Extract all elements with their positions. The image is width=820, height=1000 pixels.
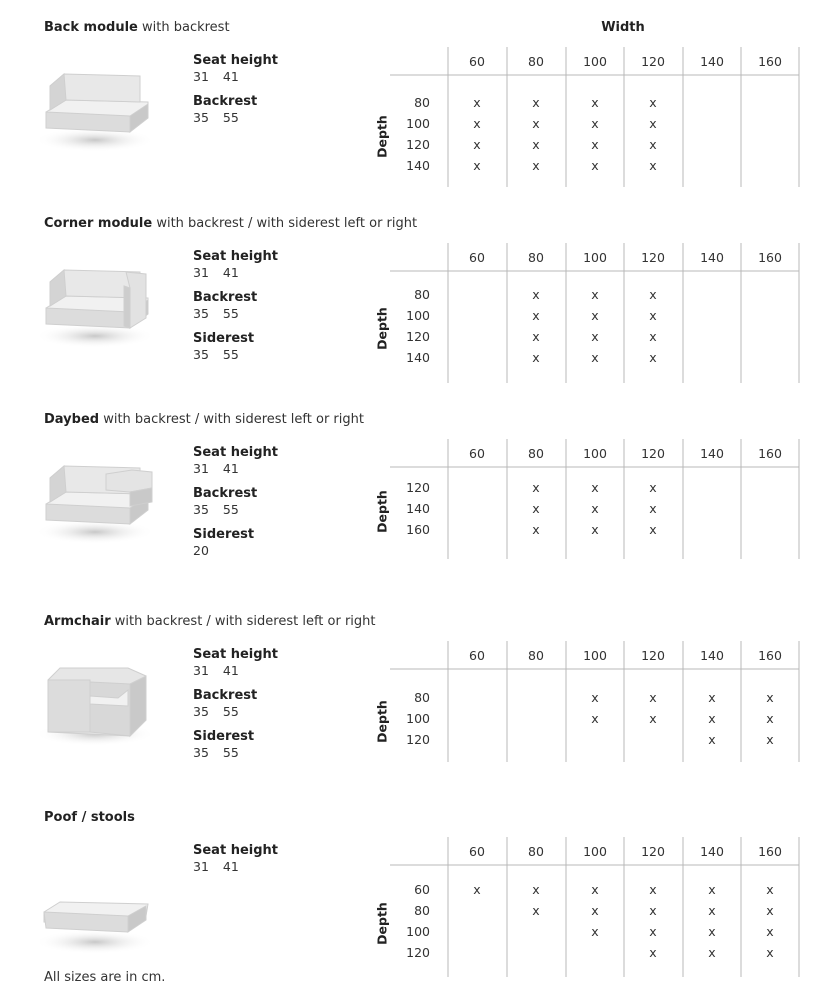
spec-label: Seat height <box>193 249 278 264</box>
availability-mark: x <box>708 690 716 705</box>
depth-row-label: 80 <box>414 287 430 302</box>
width-column-header: 120 <box>641 844 665 859</box>
availability-mark: x <box>532 882 540 897</box>
availability-mark: x <box>532 522 540 537</box>
availability-mark: x <box>649 480 657 495</box>
width-column-header: 80 <box>528 250 544 265</box>
spec-values: 35 55 <box>193 704 239 719</box>
depth-row-label: 80 <box>414 690 430 705</box>
width-column-header: 60 <box>469 54 485 69</box>
depth-axis-label: Depth <box>374 489 390 533</box>
spec-label: Backrest <box>193 290 258 305</box>
width-column-header: 140 <box>700 844 724 859</box>
width-column-header: 100 <box>583 250 607 265</box>
availability-mark: x <box>591 924 599 939</box>
spec-label: Backrest <box>193 688 258 703</box>
footer-note: All sizes are in cm. <box>44 970 166 985</box>
availability-mark: x <box>649 308 657 323</box>
module-name: Daybed <box>44 412 100 427</box>
availability-mark: x <box>649 690 657 705</box>
spec-values: 31 41 <box>193 69 239 84</box>
availability-mark: x <box>591 158 599 173</box>
availability-mark: x <box>532 501 540 516</box>
availability-mark: x <box>649 137 657 152</box>
width-column-header: 120 <box>641 648 665 663</box>
module-name: Back module <box>44 20 138 35</box>
width-column-header: 120 <box>641 54 665 69</box>
depth-axis-label: Depth <box>374 307 390 350</box>
spec-label: Backrest <box>193 94 258 109</box>
depth-row-label: 140 <box>406 501 430 516</box>
availability-mark: x <box>766 690 774 705</box>
width-column-header: 80 <box>528 54 544 69</box>
depth-row-label: 120 <box>406 945 430 960</box>
availability-mark: x <box>649 287 657 302</box>
availability-mark: x <box>649 95 657 110</box>
availability-mark: x <box>708 711 716 726</box>
depth-row-label: 100 <box>406 116 430 131</box>
availability-mark: x <box>766 711 774 726</box>
module-name: Poof / stools <box>44 810 135 825</box>
availability-mark: x <box>591 903 599 918</box>
width-column-header: 100 <box>583 446 607 461</box>
availability-mark: x <box>649 903 657 918</box>
spec-values: 35 55 <box>193 502 239 517</box>
availability-mark: x <box>708 903 716 918</box>
availability-mark: x <box>649 329 657 344</box>
availability-mark: x <box>473 158 481 173</box>
availability-mark: x <box>591 308 599 323</box>
availability-mark: x <box>473 95 481 110</box>
availability-mark: x <box>532 308 540 323</box>
availability-mark: x <box>591 137 599 152</box>
availability-mark: x <box>766 732 774 747</box>
width-column-header: 60 <box>469 446 485 461</box>
availability-mark: x <box>532 137 540 152</box>
width-header: Width <box>601 20 645 35</box>
availability-mark: x <box>591 350 599 365</box>
spec-label: Backrest <box>193 486 258 501</box>
width-column-header: 60 <box>469 648 485 663</box>
availability-mark: x <box>473 116 481 131</box>
spec-values: 31 41 <box>193 265 239 280</box>
availability-mark: x <box>591 329 599 344</box>
availability-mark: x <box>532 158 540 173</box>
depth-row-label: 80 <box>414 95 430 110</box>
availability-mark: x <box>473 137 481 152</box>
spec-label: Siderest <box>193 729 255 744</box>
availability-mark: x <box>708 732 716 747</box>
availability-mark: x <box>532 480 540 495</box>
depth-row-label: 120 <box>406 732 430 747</box>
width-column-header: 60 <box>469 844 485 859</box>
width-column-header: 160 <box>758 446 782 461</box>
module-subtitle: with backrest <box>137 20 230 35</box>
spec-values: 35 55 <box>193 110 239 125</box>
availability-mark: x <box>591 522 599 537</box>
spec-values: 20 <box>193 543 209 558</box>
availability-mark: x <box>649 882 657 897</box>
depth-row-label: 140 <box>406 158 430 173</box>
module-section <box>0 614 820 804</box>
depth-row-label: 160 <box>406 522 430 537</box>
depth-row-label: 120 <box>406 137 430 152</box>
width-column-header: 140 <box>700 250 724 265</box>
depth-row-label: 120 <box>406 480 430 495</box>
depth-row-label: 120 <box>406 329 430 344</box>
availability-mark: x <box>591 480 599 495</box>
availability-mark: x <box>591 116 599 131</box>
spec-values: 35 55 <box>193 306 239 321</box>
module-name: Armchair <box>44 614 111 629</box>
depth-axis-label: Depth <box>374 699 390 743</box>
spec-label: Seat height <box>193 445 278 460</box>
spec-values: 31 41 <box>193 461 239 476</box>
availability-mark: x <box>708 882 716 897</box>
width-column-header: 160 <box>758 54 782 69</box>
availability-mark: x <box>591 501 599 516</box>
depth-row-label: 60 <box>414 882 430 897</box>
module-section <box>0 412 820 602</box>
availability-mark: x <box>766 924 774 939</box>
depth-row-label: 100 <box>406 711 430 726</box>
availability-mark: x <box>591 95 599 110</box>
availability-mark: x <box>591 711 599 726</box>
depth-row-label: 100 <box>406 924 430 939</box>
width-column-header: 160 <box>758 250 782 265</box>
availability-mark: x <box>708 924 716 939</box>
width-column-header: 160 <box>758 844 782 859</box>
spec-label: Seat height <box>193 843 278 858</box>
availability-mark: x <box>649 522 657 537</box>
width-column-header: 140 <box>700 446 724 461</box>
availability-mark: x <box>649 501 657 516</box>
depth-row-label: 140 <box>406 350 430 365</box>
availability-mark: x <box>649 711 657 726</box>
spec-values: 35 55 <box>193 745 239 760</box>
availability-mark: x <box>532 903 540 918</box>
depth-row-label: 80 <box>414 903 430 918</box>
width-column-header: 100 <box>583 54 607 69</box>
module-section <box>0 20 820 210</box>
availability-mark: x <box>532 95 540 110</box>
depth-axis-label: Depth <box>374 902 390 945</box>
spec-values: 31 41 <box>193 859 239 874</box>
width-column-header: 100 <box>583 844 607 859</box>
spec-values: 35 55 <box>193 347 239 362</box>
availability-mark: x <box>649 924 657 939</box>
availability-mark: x <box>591 287 599 302</box>
spec-label: Siderest <box>193 331 255 346</box>
width-column-header: 60 <box>469 250 485 265</box>
availability-mark: x <box>708 945 716 960</box>
depth-axis-label: Depth <box>374 115 390 158</box>
width-column-header: 80 <box>528 844 544 859</box>
module-name: Corner module <box>44 216 153 231</box>
module-section <box>0 216 820 406</box>
module-subtitle: with backrest / with siderest left or right <box>152 216 418 231</box>
availability-mark: x <box>649 116 657 131</box>
width-column-header: 140 <box>700 648 724 663</box>
spec-label: Seat height <box>193 647 278 662</box>
width-column-header: 80 <box>528 648 544 663</box>
width-column-header: 160 <box>758 648 782 663</box>
availability-mark: x <box>649 158 657 173</box>
availability-mark: x <box>532 329 540 344</box>
width-column-header: 140 <box>700 54 724 69</box>
availability-mark: x <box>649 945 657 960</box>
spec-label: Siderest <box>193 527 255 542</box>
availability-mark: x <box>766 945 774 960</box>
availability-mark: x <box>591 882 599 897</box>
width-column-header: 100 <box>583 648 607 663</box>
depth-row-label: 100 <box>406 308 430 323</box>
width-column-header: 120 <box>641 250 665 265</box>
availability-mark: x <box>591 690 599 705</box>
availability-mark: x <box>473 882 481 897</box>
availability-mark: x <box>766 882 774 897</box>
availability-mark: x <box>766 903 774 918</box>
module-subtitle: with backrest / with siderest left or right <box>110 614 376 629</box>
width-column-header: 80 <box>528 446 544 461</box>
width-column-header: 120 <box>641 446 665 461</box>
module-subtitle: with backrest / with siderest left or right <box>99 412 364 427</box>
availability-mark: x <box>532 350 540 365</box>
availability-mark: x <box>532 287 540 302</box>
spec-label: Seat height <box>193 53 278 68</box>
spec-values: 31 41 <box>193 663 239 678</box>
availability-mark: x <box>532 116 540 131</box>
availability-mark: x <box>649 350 657 365</box>
